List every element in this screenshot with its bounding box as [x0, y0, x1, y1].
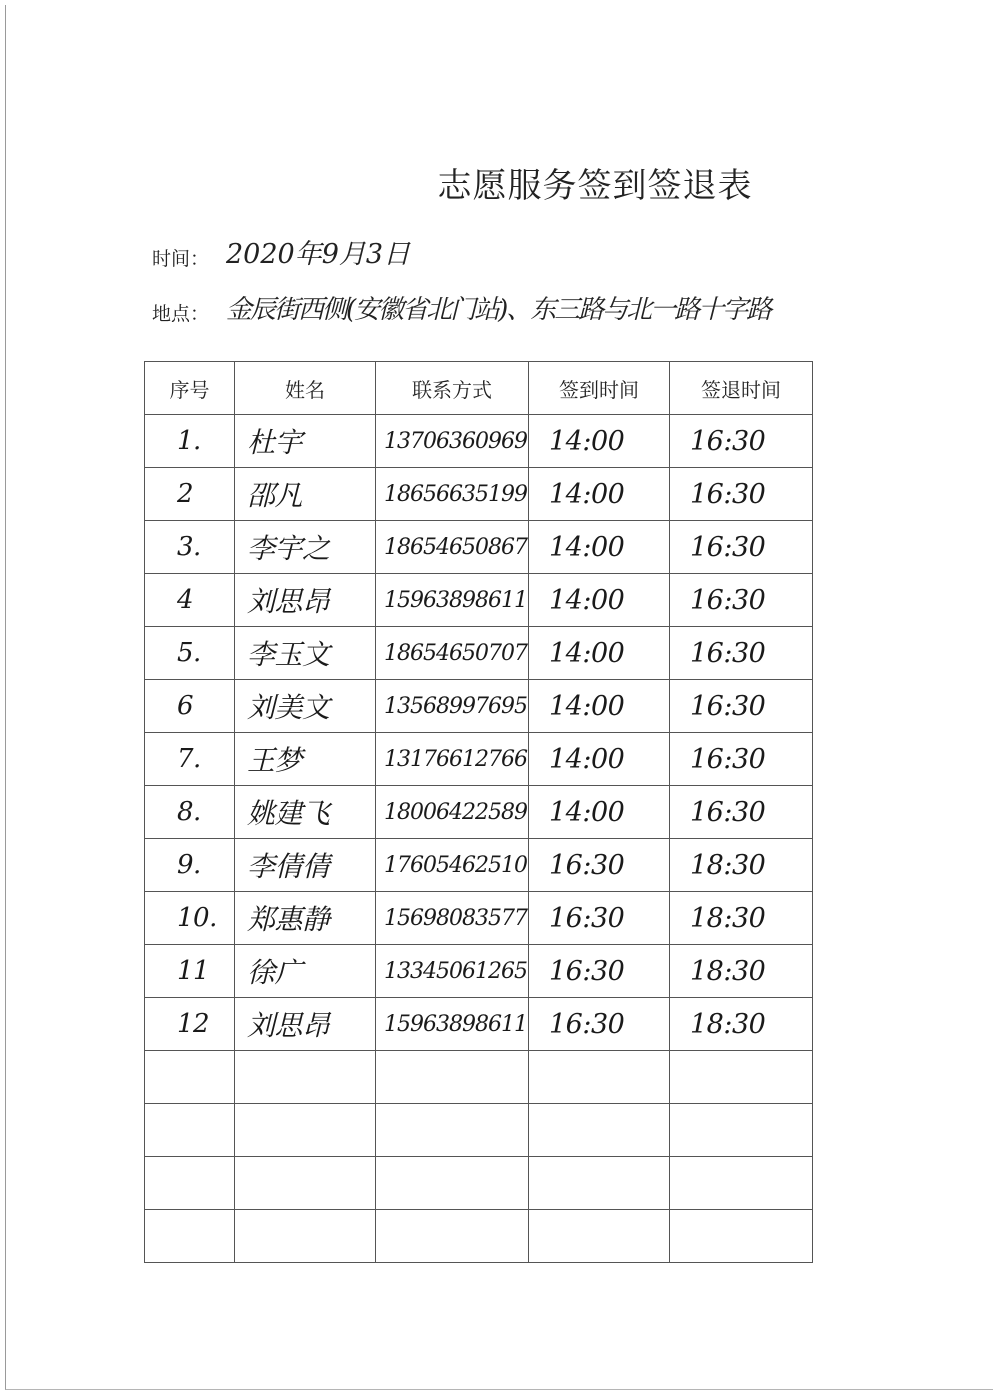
row-sign-in-cell: 16:30 [529, 892, 670, 945]
time-value: 2020年9月3日 [226, 239, 411, 270]
row-index-cell: 5. [145, 627, 235, 680]
signin-table [144, 361, 813, 1263]
table-row [145, 627, 813, 680]
row-index-cell: 6 [145, 680, 235, 733]
row-sign-out-cell [670, 1210, 813, 1263]
row-index-cell: 8. [145, 786, 235, 839]
row-name-cell [235, 1210, 376, 1263]
row-contact-cell: 15963898611 [376, 998, 529, 1051]
row-name-cell: 邵凡 [235, 468, 376, 521]
location-value: 金辰街西侧(安徽省北门站)、东三路与北一路十字路 [226, 295, 771, 325]
row-contact-cell [376, 1051, 529, 1104]
header-contact: 联系方式 [376, 362, 529, 415]
table-row [145, 521, 813, 574]
row-sign-out-cell: 18:30 [670, 998, 813, 1051]
row-name-cell: 姚建飞 [235, 786, 376, 839]
table-row [145, 415, 813, 468]
row-name-cell: 李宇之 [235, 521, 376, 574]
row-sign-out-cell [670, 1051, 813, 1104]
row-name-cell: 刘美文 [235, 680, 376, 733]
row-sign-out-cell: 18:30 [670, 839, 813, 892]
row-index-cell: 9. [145, 839, 235, 892]
location-label: 地点： [152, 303, 210, 325]
row-sign-out-cell [670, 1104, 813, 1157]
row-sign-in-cell: 16:30 [529, 945, 670, 998]
row-name-cell: 郑惠静 [235, 892, 376, 945]
table-row [145, 1051, 813, 1104]
row-contact-cell: 18654650867 [376, 521, 529, 574]
row-sign-in-cell: 16:30 [529, 839, 670, 892]
row-sign-out-cell: 16:30 [670, 468, 813, 521]
row-index-cell [145, 1104, 235, 1157]
row-sign-out-cell: 16:30 [670, 574, 813, 627]
row-index-cell: 11 [145, 945, 235, 998]
table-row [145, 680, 813, 733]
row-index-cell [145, 1210, 235, 1263]
page-title: 志愿服务签到签退表 [437, 166, 753, 206]
row-sign-in-cell: 14:00 [529, 574, 670, 627]
table-row [145, 998, 813, 1051]
row-name-cell: 刘思昂 [235, 998, 376, 1051]
row-index-cell [145, 1051, 235, 1104]
row-contact-cell [376, 1210, 529, 1263]
time-label: 时间： [152, 248, 210, 270]
table-row [145, 733, 813, 786]
row-sign-out-cell [670, 1157, 813, 1210]
row-index-cell: 7. [145, 733, 235, 786]
row-index-cell: 4 [145, 574, 235, 627]
row-sign-out-cell: 16:30 [670, 733, 813, 786]
row-contact-cell: 13568997695 [376, 680, 529, 733]
table-row [145, 1210, 813, 1263]
row-contact-cell: 15698083577 [376, 892, 529, 945]
row-index-cell: 2 [145, 468, 235, 521]
row-sign-in-cell: 14:00 [529, 521, 670, 574]
row-index-cell: 1. [145, 415, 235, 468]
row-contact-cell: 13176612766 [376, 733, 529, 786]
table-row [145, 839, 813, 892]
row-sign-in-cell: 14:00 [529, 627, 670, 680]
row-sign-out-cell: 16:30 [670, 415, 813, 468]
header-sign-in-time: 签到时间 [529, 362, 670, 415]
row-name-cell: 杜宇 [235, 415, 376, 468]
row-sign-out-cell: 16:30 [670, 786, 813, 839]
row-contact-cell [376, 1104, 529, 1157]
row-name-cell: 刘思昂 [235, 574, 376, 627]
row-sign-out-cell: 16:30 [670, 680, 813, 733]
row-sign-in-cell [529, 1157, 670, 1210]
row-index-cell: 12 [145, 998, 235, 1051]
row-name-cell: 徐广 [235, 945, 376, 998]
row-sign-in-cell: 14:00 [529, 733, 670, 786]
row-contact-cell: 18006422589 [376, 786, 529, 839]
row-sign-in-cell: 16:30 [529, 998, 670, 1051]
row-contact-cell: 15963898611 [376, 574, 529, 627]
row-name-cell: 李玉文 [235, 627, 376, 680]
row-sign-in-cell: 14:00 [529, 680, 670, 733]
row-sign-in-cell [529, 1051, 670, 1104]
row-contact-cell: 18654650707 [376, 627, 529, 680]
row-contact-cell: 17605462510 [376, 839, 529, 892]
row-contact-cell [376, 1157, 529, 1210]
row-contact-cell: 18656635199 [376, 468, 529, 521]
row-name-cell [235, 1051, 376, 1104]
table-row [145, 1157, 813, 1210]
table-row [145, 892, 813, 945]
header-sign-out-time: 签退时间 [670, 362, 813, 415]
row-name-cell [235, 1104, 376, 1157]
row-sign-in-cell: 14:00 [529, 415, 670, 468]
row-sign-out-cell: 16:30 [670, 521, 813, 574]
row-index-cell: 3. [145, 521, 235, 574]
table-row [145, 468, 813, 521]
table-row [145, 945, 813, 998]
row-sign-in-cell: 14:00 [529, 468, 670, 521]
row-name-cell: 王梦 [235, 733, 376, 786]
table-row [145, 786, 813, 839]
row-index-cell: 10. [145, 892, 235, 945]
row-sign-in-cell: 14:00 [529, 786, 670, 839]
row-contact-cell: 13706360969 [376, 415, 529, 468]
row-sign-out-cell: 16:30 [670, 627, 813, 680]
row-sign-in-cell [529, 1104, 670, 1157]
row-sign-in-cell [529, 1210, 670, 1263]
row-name-cell: 李倩倩 [235, 839, 376, 892]
header-name: 姓名 [235, 362, 376, 415]
table-row [145, 1104, 813, 1157]
row-sign-out-cell: 18:30 [670, 892, 813, 945]
table-header-row [145, 362, 813, 415]
row-sign-out-cell: 18:30 [670, 945, 813, 998]
table-row [145, 574, 813, 627]
row-contact-cell: 13345061265 [376, 945, 529, 998]
row-index-cell [145, 1157, 235, 1210]
header-index: 序号 [145, 362, 235, 415]
row-name-cell [235, 1157, 376, 1210]
